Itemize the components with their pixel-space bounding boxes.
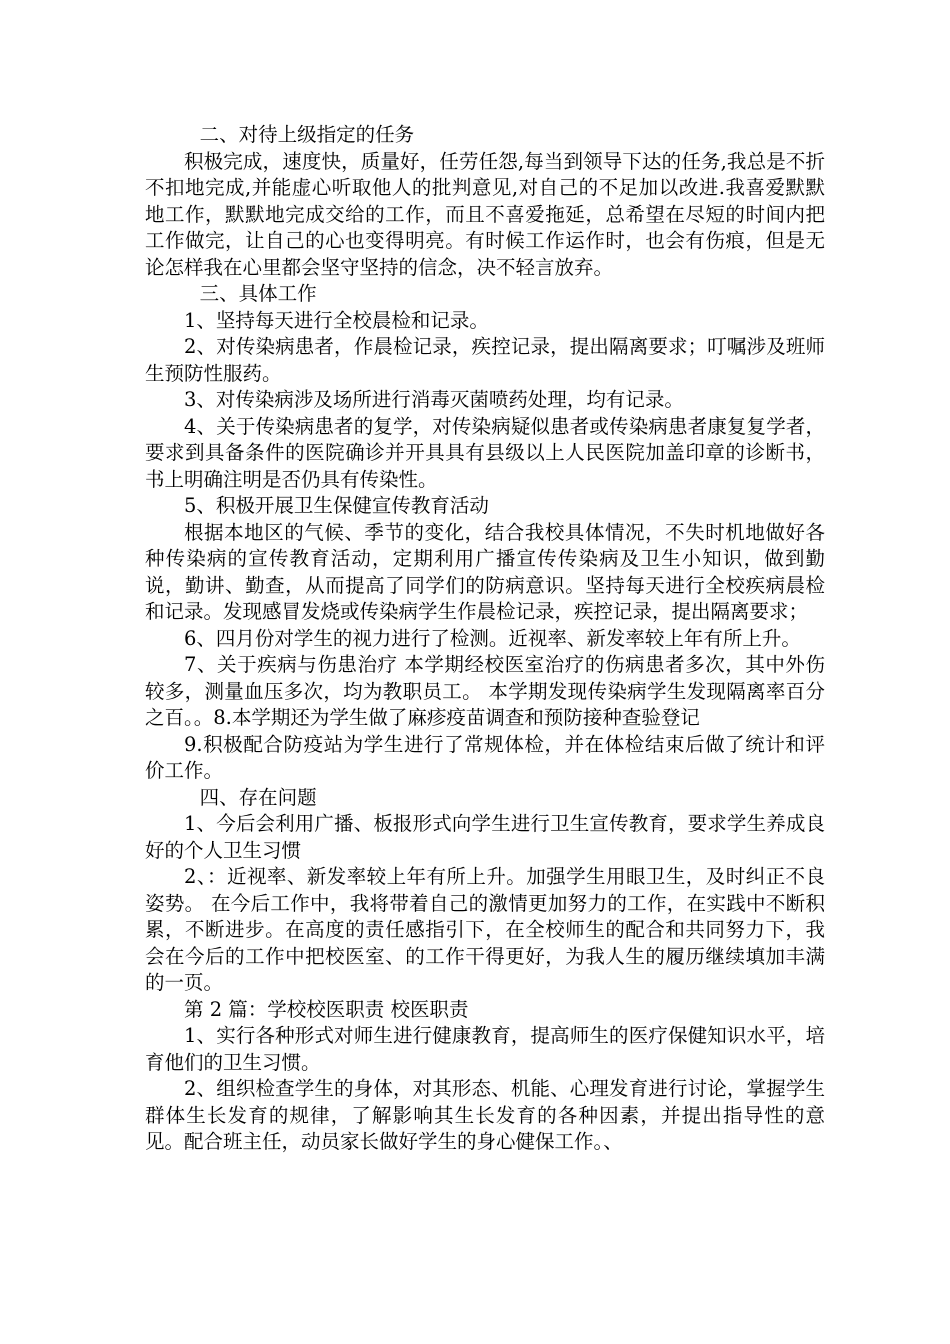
section2-heading: 二、对待上级指定的任务: [199, 123, 415, 146]
work-item-6: 6、四月份对学生的视力进行了检测。近视率、新发率较上年有所上升。: [184, 626, 801, 650]
section2-body: 积极完成，速度快，质量好，任劳任怨,每当到领导下达的任务,我总是不折不扣地完成,并能虚心听取他人的批判意见,对自己的不足加以改进.我喜爱默默地工作，默默地完成交给的工作，而且不喜爱拖延，总希望在尽短的时间内把工作做完，让自己的心也变得明亮。有时候工作运作时，也会有伤痕，但是无论怎样我在心里都会坚守坚持的信念，决不轻言放弃。: [145, 149, 825, 279]
work-item-7: 7、关于疾病与伤患治疗 本学期经校医室治疗的伤病患者多次，其中外伤较多，测量血压多次，均为教职员工。 本学期发现传染病学生发现隔离率百分之百。。8.本学期还为学生做了麻疹疫苗调查和预防接种查验登记: [145, 653, 825, 729]
work-item-5: 5、积极开展卫生保健宣传教育活动: [184, 494, 489, 517]
work-item-2: 2、对传染病患者，作晨检记录，疾控记录，提出隔离要求；叮嘱涉及班师生预防性服药。: [145, 335, 825, 385]
issue-2: 2、：近视率、新发率较上年有所上升。加强学生用眼卫生，及时纠正不良姿势。 在今后工作中，我将带着自己的激情更加努力的工作，在实践中不断积累，不断进步。在高度的责任感指引下，在全校师生的配合和共同努力下，我会在今后的工作中把校医室、的工作干得更好，为我人生的履历继续填加丰满的一页。: [145, 865, 825, 994]
duty-2: 2、组织检查学生的身体，对其形态、机能、心理发育进行讨论，掌握学生群体生长发育的规律，了解影响其生长发育的各种因素，并提出指导性的意见。配合班主任，动员家长做好学生的身心健保工作。、: [145, 1077, 825, 1153]
work-item-9: 9.积极配合防疫站为学生进行了常规体检，并在体检结束后做了统计和评价工作。: [145, 732, 825, 782]
issue-1: 1、今后会利用广播、板报形式向学生进行卫生宣传教育，要求学生养成良好的个人卫生习惯: [145, 812, 825, 862]
section4-heading: 四、存在问题: [199, 785, 317, 809]
work-item-5-body: 根据本地区的气候、季节的变化，结合我校具体情况，不失时机地做好各种传染病的宣传教育活动，定期利用广播宣传传染病及卫生小知识，做到勤说，勤讲、勤查，从而提高了同学们的防病意识。坚持每天进行全校疾病晨检和记录。发现感冒发烧或传染病学生作晨检记录，疾控记录，提出隔离要求；: [145, 520, 825, 623]
part2-title: 第 2 篇：学校校医职责 校医职责: [184, 997, 469, 1021]
document-page: [145, 122, 825, 1156]
section3-heading: 三、具体工作: [199, 282, 317, 305]
work-item-1: 1、坚持每天进行全校晨检和记录。: [184, 308, 489, 332]
work-item-3: 3、对传染病涉及场所进行消毒灭菌喷药处理，均有记录。: [184, 388, 684, 411]
duty-1: 1、实行各种形式对师生进行健康教育，提高师生的医疗保健知识水平，培育他们的卫生习惯。: [145, 1024, 825, 1074]
work-item-4: 4、关于传染病患者的复学，对传染病疑似患者或传染病患者康复复学者，要求到具备条件的医院确诊并开具具有县级以上人民医院加盖印章的诊断书，书上明确注明是否仍具有传染性。: [145, 414, 825, 491]
